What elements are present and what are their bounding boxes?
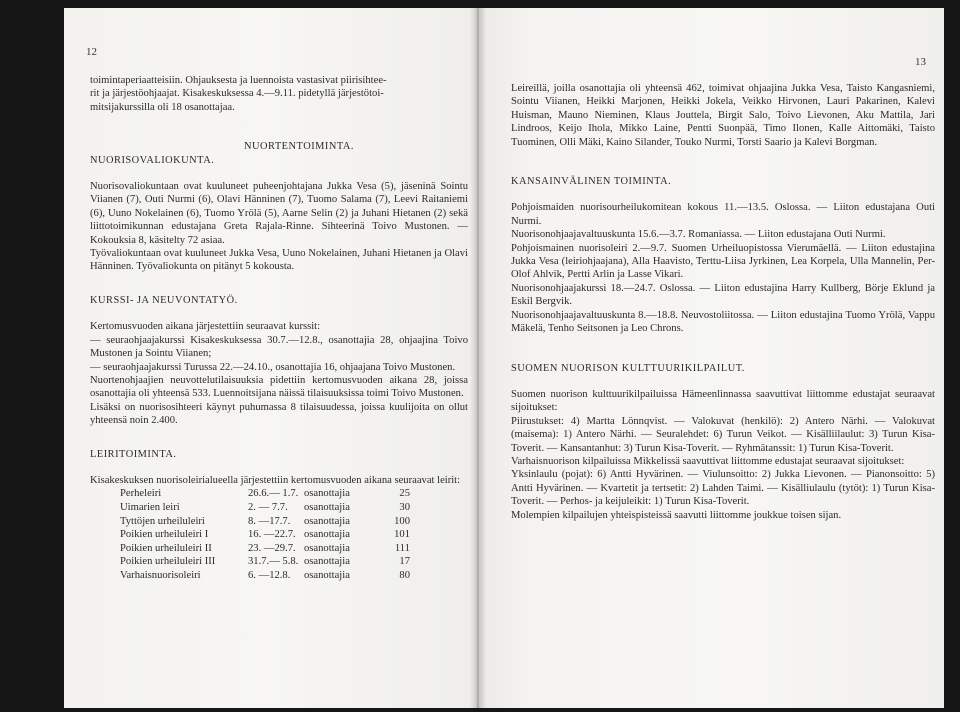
paragraph-kulttuuri: Yksinlaulu (pojat): 6) Antti Hyvärinen. — Viulunsoitto: 2) Jukka Lievonen. — Pianonsoitto: 5) Antti Hyvärinen. — Kvartetit ja tertsetit: 2) Lahden Taimi. — Kisälliulaulu (tytöt): 1) Turun Kisa-Toverit. — Perhos- ja keijuleikit: 1) Turun Kisa-Toverit.: [511, 469, 935, 508]
camp-dates: 23. —29.7.: [248, 542, 296, 554]
paragraph-kurssi: Nuortenohjaajien neuvottelutilaisuuksia pidettiin kertomusvuoden aikana 28, joissa osanottajia oli yhteensä 533. Luennoitsijana näissä tilaisuuksissa toimi Toivo Mustonen.: [90, 374, 468, 400]
intro-line: rit ja järjestöohjaajat. Kisakeskuksessa 4.—9.11. pidetyllä järjestötoi-: [90, 88, 384, 100]
paragraph-kurssi: — seuraohjaajakurssi Kisakeskuksessa 30.7.—12.8., osanottajia 28, ohjaajina Toivo Mustonen ja Sointu Viianen;: [90, 334, 468, 360]
heading-leiritoiminta: LEIRITOIMINTA.: [90, 448, 177, 460]
camp-name: Poikien urheiluleiri II: [120, 542, 212, 554]
camp-label: osanottajia: [304, 542, 350, 554]
camp-count: 30: [399, 501, 410, 513]
table-row: [120, 569, 410, 583]
camp-name: Varhaisnuorisoleiri: [120, 569, 201, 581]
left-column: [90, 74, 468, 583]
camp-dates: 8. —17.7.: [248, 515, 291, 527]
right-page: [478, 8, 944, 708]
camps-table: [120, 487, 410, 582]
camp-name: Tyttöjen urheiluleiri: [120, 515, 205, 527]
paragraph-tyovaliokunta: Työvaliokuntaan ovat kuuluneet Jukka Vesa, Uuno Nokelainen, Juhani Hietanen ja Olavi Hänninen. Työvaliokunta on pitänyt 5 kokousta.: [90, 248, 468, 273]
paragraph-kansainvalinen: Nuorisonohjaajavaltuuskunta 8.—18.8. Neuvostoliitossa. — Liiton edustajina Tuomo Yrölä, Vappu Mäkelä, Tenho Seitsonen ja Leo Chrons.: [511, 309, 935, 335]
camp-count: 100: [394, 515, 410, 527]
left-page: [64, 8, 478, 708]
heading-nuortentoiminta: NUORTENTOIMINTA.: [244, 141, 354, 153]
paragraph-kulttuuri: Varhaisnuorison kilpailuissa Mikkelissä saavuttivat liittomme edustajat seuraavat sijoitukset:: [511, 455, 905, 467]
camp-count: 25: [399, 488, 410, 500]
paragraph-kansainvalinen: Nuorisonohjaajakurssi 18.—24.7. Oslossa. — Liiton edustajina Harry Kullberg, Börje Eklund ja Eskil Bergvik.: [511, 282, 935, 308]
camp-label: osanottajia: [304, 569, 350, 581]
paragraph-leireilla: Leireillä, joilla osanottajia oli yhteensä 462, toimivat ohjaajina Jukka Vesa, Taisto Kangasniemi, Sointu Viianen, Heikki Marjonen, Heikki Jokela, Veikko Hirvonen, Lauri Pakarinen, Kalevi Huisman, Mauno Nieminen, Klaus Jouttela, Birgit Salo, Toivo Lievonen, Aku Mattila, Jari Lindroos, Keijo Ihola, Mikko Laine, Pentti Suonpää, Timo Ilonen, Kalle Aittomäki, Taisto Tuominen, Olli Mäki, Kaino Silander, Touko Nurmi, Torsti Saario ja Kalevi Borgman.: [511, 83, 935, 148]
camp-dates: 2. — 7.7.: [248, 501, 288, 513]
paragraph-kansainvalinen: Pohjoismaiden nuorisourheilukomitean kokous 11.—13.5. Oslossa. — Liiton edustajana Outi Nurmi.: [511, 202, 935, 227]
paragraph-kurssi: Kertomusvuoden aikana järjestettiin seuraavat kurssit:: [90, 321, 321, 333]
camp-count: 101: [394, 529, 410, 541]
camp-name: Perheleiri: [120, 488, 162, 500]
intro-line: toimintaperiaatteisiin. Ohjauksesta ja luennoista vastasivat piirisihtee-: [90, 75, 387, 86]
heading-kulttuurikilpailut: SUOMEN NUORISON KULTTUURIKILPAILUT.: [511, 362, 745, 374]
camp-label: osanottajia: [304, 515, 350, 527]
paragraph-kurssi: — seuraohjaajakurssi Turussa 22.—24.10., osanottajia 16, ohjaajana Toivo Mustonen.: [90, 361, 456, 373]
camp-dates: 31.7.— 5.8.: [248, 556, 299, 568]
table-row: [120, 555, 410, 569]
paragraph-kulttuuri: Suomen nuorison kulttuurikilpailuissa Hämeenlinnassa saavuttivat liittomme edustajat seuraavat sijoitukset:: [511, 388, 935, 414]
paragraph-kurssi: Lisäksi on nuorisosihteeri käynyt puhumassa 8 tilaisuudessa, joissa kuulijoita on ollut yhteensä noin 2.400.: [90, 401, 468, 427]
table-row: [120, 515, 410, 529]
page-number-right: 13: [915, 56, 926, 68]
book-gutter: [470, 8, 486, 708]
table-row: [120, 487, 410, 501]
heading-kurssi: KURSSI- JA NEUVONTATYÖ.: [90, 294, 238, 306]
camp-dates: 16. —22.7.: [248, 529, 296, 541]
heading-nuorisovaliokunta: NUORISOVALIOKUNTA.: [90, 154, 215, 166]
paragraph-kulttuuri: Piirustukset: 4) Martta Lönnqvist. — Valokuvat (henkilö): 2) Antero Närhi. — Valokuvat (maisema): 1) Antero Närhi. — Seuralehdet: 6) Turun Veikot. — Kisälliilaulut: 3) Turun Kisa-Toverit. — Kansantanhut: 3) Turun Kisa-Toverit. — Ryhmätanssit: 1) Turun Kisa-Toverit.: [511, 415, 935, 454]
right-column: [511, 82, 935, 522]
camp-name: Poikien urheiluleiri I: [120, 529, 209, 541]
paragraph-leiri: Kisakeskuksen nuorisoleirialueella järjestettiin kertomusvuoden aikana seuraavat leirit:: [90, 474, 461, 486]
table-row: [120, 542, 410, 556]
paragraph-kulttuuri: Molempien kilpailujen yhteispisteissä saavutti liittomme joukkue toisen sijan.: [511, 509, 842, 521]
paragraph-kansainvalinen: Pohjoismainen nuorisoleiri 2.—9.7. Suomen Urheiluopistossa Vierumäellä. — Liiton edustajina Jukka Vesa (leiriohjaajana), Alla Haavisto, Terttu-Liisa Jyrkinen, Lea Korpela, Ulla Mannelin, Per-Olof Ahlvik, Pertti Arlin ja Lasse Vikari.: [511, 242, 935, 281]
camp-count: 80: [399, 569, 410, 581]
camp-name: Poikien urheiluleiri III: [120, 556, 216, 568]
page-number-left: 12: [86, 46, 97, 58]
heading-kansainvalinen: KANSAINVÄLINEN TOIMINTA.: [511, 176, 672, 188]
camp-name: Uimarien leiri: [120, 501, 180, 513]
camp-label: osanottajia: [304, 556, 350, 568]
table-row: [120, 528, 410, 542]
camp-label: osanottajia: [304, 529, 350, 541]
paragraph-valiokunta: Nuorisovaliokuntaan ovat kuuluneet puheenjohtajana Jukka Vesa (5), jäseninä Sointu Viianen (7), Outi Nurmi (6), Olavi Hänninen (7), Tuomo Salama (7), Leevi Raitaniemi (6), Uuno Nokelainen (6), Tuomo Yrölä (5), Aarne Selin (2) ja Juhani Hietanen (2) sekä liittotoimikunnan edustajana Greta Rajala-Rinne. Sihteerinä Toivo Mustonen. — Kokouksia 8, käsitelty 72 asiaa.: [90, 181, 468, 246]
paragraph-kansainvalinen: Nuorisonohjaajavaltuuskunta 15.6.—3.7. Romaniassa. — Liiton edustajana Outi Nurmi.: [511, 229, 886, 241]
camp-label: osanottajia: [304, 488, 350, 500]
table-row: [120, 501, 410, 515]
camp-count: 17: [399, 556, 410, 568]
camp-dates: 26.6.— 1.7.: [248, 488, 299, 500]
camp-dates: 6. —12.8.: [248, 569, 291, 581]
intro-line: mitsijakurssilla oli 18 osanottajaa.: [90, 101, 235, 113]
camp-count: 111: [394, 542, 410, 554]
camp-label: osanottajia: [304, 501, 350, 513]
